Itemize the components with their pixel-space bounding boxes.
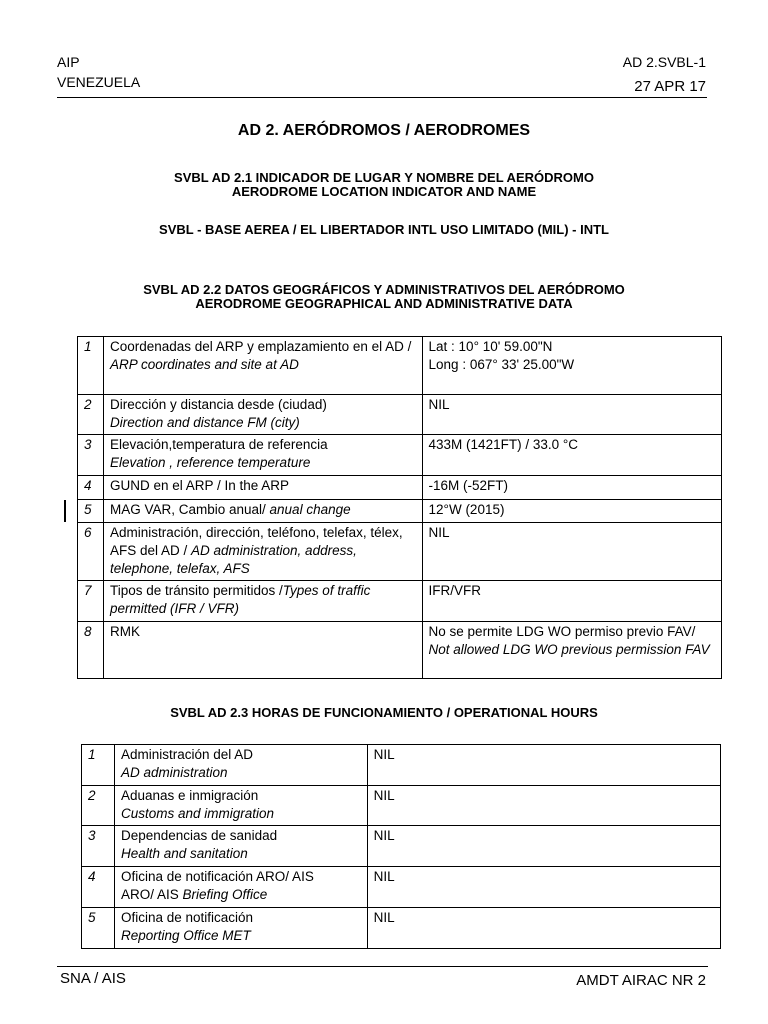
geo-admin-table [77,336,722,679]
row-label: Administración del AD AD administration [114,745,367,786]
table-row [78,476,722,500]
aerodrome-name: SVBL - BASE AEREA / EL LIBERTADOR INTL USO LIMITADO (MIL) - INTL [159,222,609,237]
table-row [78,622,722,679]
section-2-2-heading-es: SVBL AD 2.2 DATOS GEOGRÁFICOS Y ADMINISTRATIVOS DEL AERÓDROMO [143,282,625,297]
row-number: 2 [78,395,104,435]
row-label: MAG VAR, Cambio anual/ anual change [103,500,422,523]
operational-hours-table [81,744,721,949]
row-number: 8 [78,622,104,679]
row-label: Administración, dirección, teléfono, telefax, télex, AFS del AD / AD administration, address, telephone, telefax, AFS [103,523,422,581]
row-value: NIL [367,826,720,867]
row-number: 1 [82,745,115,786]
row-value: NIL [367,908,720,949]
footer-publisher: SNA / AIS [60,970,126,987]
table-row [82,826,721,867]
row-label: Dependencias de sanidad Health and sanitation [114,826,367,867]
row-label: Oficina de notificación ARO/ AIS ARO/ AIS Briefing Office [114,867,367,908]
row-label: Dirección y distancia desde (ciudad) Direction and distance FM (city) [103,395,422,435]
table-row [78,581,722,622]
row-value: IFR/VFR [422,581,721,622]
row-number: 5 [78,500,104,523]
row-number: 2 [82,786,115,826]
row-label: GUND en el ARP / In the ARP [103,476,422,500]
row-number: 3 [82,826,115,867]
table-row [78,500,722,523]
header-aip: AIP [57,54,80,70]
row-number: 3 [78,435,104,476]
row-value: NIL [367,867,720,908]
table-row [78,395,722,435]
table-row [82,786,721,826]
row-number: 5 [82,908,115,949]
table-row [78,435,722,476]
row-value: Lat : 10° 10' 59.00"N Long : 067° 33' 25.00"W [422,337,721,395]
table-row [78,523,722,581]
table-row [82,867,721,908]
row-label: Aduanas e inmigración Customs and immigration [114,786,367,826]
header-rule [57,97,707,98]
table-row [82,745,721,786]
section-2-2-heading-en: AERODROME GEOGRAPHICAL AND ADMINISTRATIVE DATA [195,296,573,311]
row-number: 1 [78,337,104,395]
table-row [82,908,721,949]
row-value: NIL [422,395,721,435]
header-date: 27 APR 17 [634,78,706,95]
row-value: NIL [367,745,720,786]
header-country: VENEZUELA [57,74,141,90]
row-value: 12°W (2015) [422,500,721,523]
row-number: 6 [78,523,104,581]
page-title: AD 2. AERÓDROMOS / AERODROMES [237,122,531,139]
section-2-1-heading-en: AERODROME LOCATION INDICATOR AND NAME [231,184,537,199]
row-label: Oficina de notificación Reporting Office MET [114,908,367,949]
row-label: Coordenadas del ARP y emplazamiento en el AD / ARP coordinates and site at AD [103,337,422,395]
table-row [78,337,722,395]
footer-amendment: AMDT AIRAC NR 2 [576,972,706,989]
row-value: -16M (-52FT) [422,476,721,500]
change-bar [64,500,66,522]
section-2-3-heading: SVBL AD 2.3 HORAS DE FUNCIONAMIENTO / OPERATIONAL HOURS [170,705,598,720]
row-number: 4 [78,476,104,500]
row-number: 4 [82,867,115,908]
row-value: NIL [422,523,721,581]
row-label: RMK [103,622,422,679]
row-number: 7 [78,581,104,622]
row-value: NIL [367,786,720,826]
row-label: Elevación,temperatura de referencia Elevation , reference temperature [103,435,422,476]
footer-rule [57,966,708,967]
row-value: No se permite LDG WO permiso previo FAV/ Not allowed LDG WO previous permission FAV [422,622,721,679]
row-label: Tipos de tránsito permitidos /Types of traffic permitted (IFR / VFR) [103,581,422,622]
row-value: 433M (1421FT) / 33.0 °C [422,435,721,476]
header-page-id: AD 2.SVBL-1 [622,54,706,70]
section-2-1-heading-es: SVBL AD 2.1 INDICADOR DE LUGAR Y NOMBRE DEL AERÓDROMO [174,170,594,185]
